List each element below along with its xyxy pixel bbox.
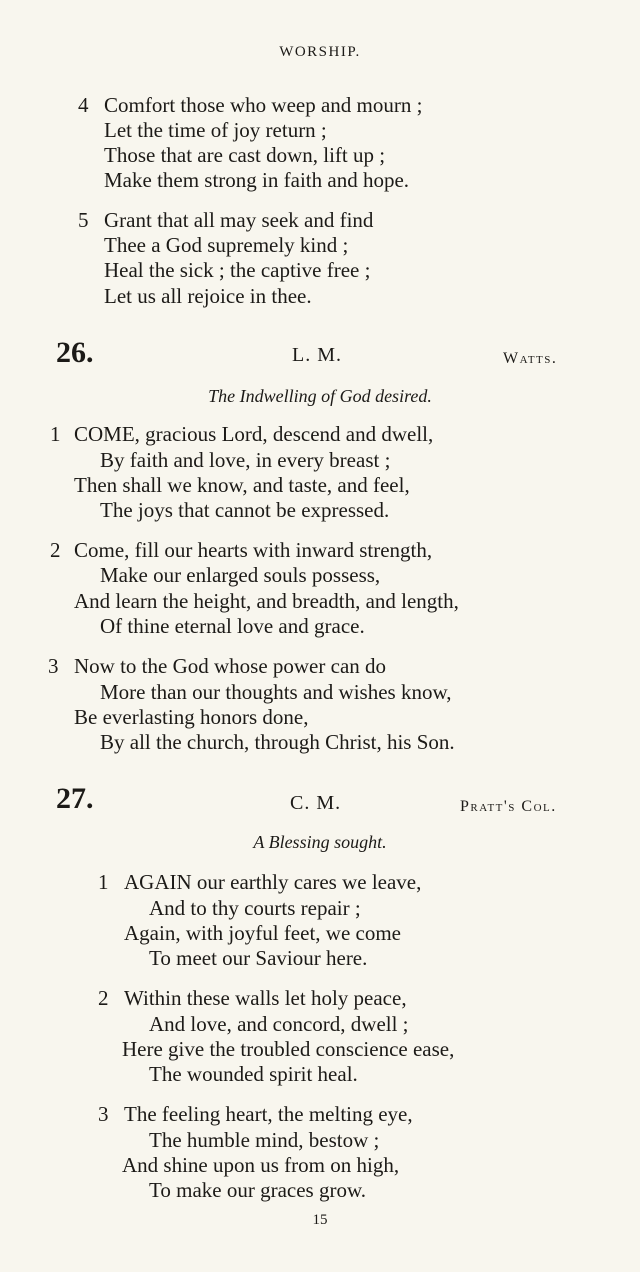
verse-number: 2 [98,986,109,1010]
hymn-subtitle: A Blessing sought. [253,832,387,852]
verse-line: By all the church, through Christ, his Son. [100,730,455,754]
verse-line: And shine upon us from on high, [122,1153,400,1177]
hymn-meter: C. M. [290,792,342,814]
hymn-meter: L. M. [292,344,342,366]
verse-number: 4 [78,93,89,117]
verse-line: And love, and concord, dwell ; [149,1012,409,1036]
page-number: 15 [312,1212,328,1228]
verse-line: To meet our Saviour here. [149,946,368,970]
verse-line: Of thine eternal love and grace. [100,614,365,638]
verse-line: Here give the troubled conscience ease, [122,1037,455,1061]
verse-number: 5 [78,208,89,232]
verse-line: Let us all rejoice in thee. [104,284,312,308]
hymn-author: Watts. [503,350,558,367]
verse-number: 3 [98,1102,109,1126]
verse-line: Then shall we know, and taste, and feel, [74,473,410,497]
verse-line: The wounded spirit heal. [149,1062,358,1086]
verse-line: Again, with joyful feet, we come [124,921,401,945]
verse-line: Those that are cast down, lift up ; [104,143,386,167]
verse-line: The feeling heart, the melting eye, [124,1102,413,1126]
verse-line: The joys that cannot be expressed. [100,498,390,522]
verse-line: And to thy courts repair ; [149,896,361,920]
verse-line: More than our thoughts and wishes know, [100,680,452,704]
verse-line: Make them strong in faith and hope. [104,168,410,192]
verse-line: And learn the height, and breadth, and length, [74,589,459,613]
verse-line: Come, fill our hearts with inward strength, [74,538,433,562]
hymn-number: 27. [56,782,94,815]
verse-line: Be everlasting honors done, [74,705,309,729]
running-header: WORSHIP. [279,44,361,60]
hymn-number: 26. [56,336,94,369]
verse-line: Thee a God supremely kind ; [104,233,349,257]
verse-line: Heal the sick ; the captive free ; [104,258,371,282]
verse-number: 1 [50,422,61,446]
verse-line: The humble mind, bestow ; [149,1128,380,1152]
verse-line: Make our enlarged souls possess, [100,563,381,587]
verse-line: To make our graces grow. [149,1178,367,1202]
verse-number: 1 [98,870,109,894]
verse-line: Grant that all may seek and find [104,208,374,232]
verse-line: AGAIN our earthly cares we leave, [124,870,422,894]
verse-line: Let the time of joy return ; [104,118,327,142]
hymn-subtitle: The Indwelling of God desired. [208,386,432,406]
verse-line: Within these walls let holy peace, [124,986,407,1010]
verse-line: Comfort those who weep and mourn ; [104,93,423,117]
verse-number: 2 [50,538,61,562]
verse-number: 3 [48,654,59,678]
hymn-author: Pratt's Col. [460,798,557,815]
verse-line: By faith and love, in every breast ; [100,448,391,472]
verse-line: Now to the God whose power can do [74,654,387,678]
verse-line: COME, gracious Lord, descend and dwell, [74,422,434,446]
